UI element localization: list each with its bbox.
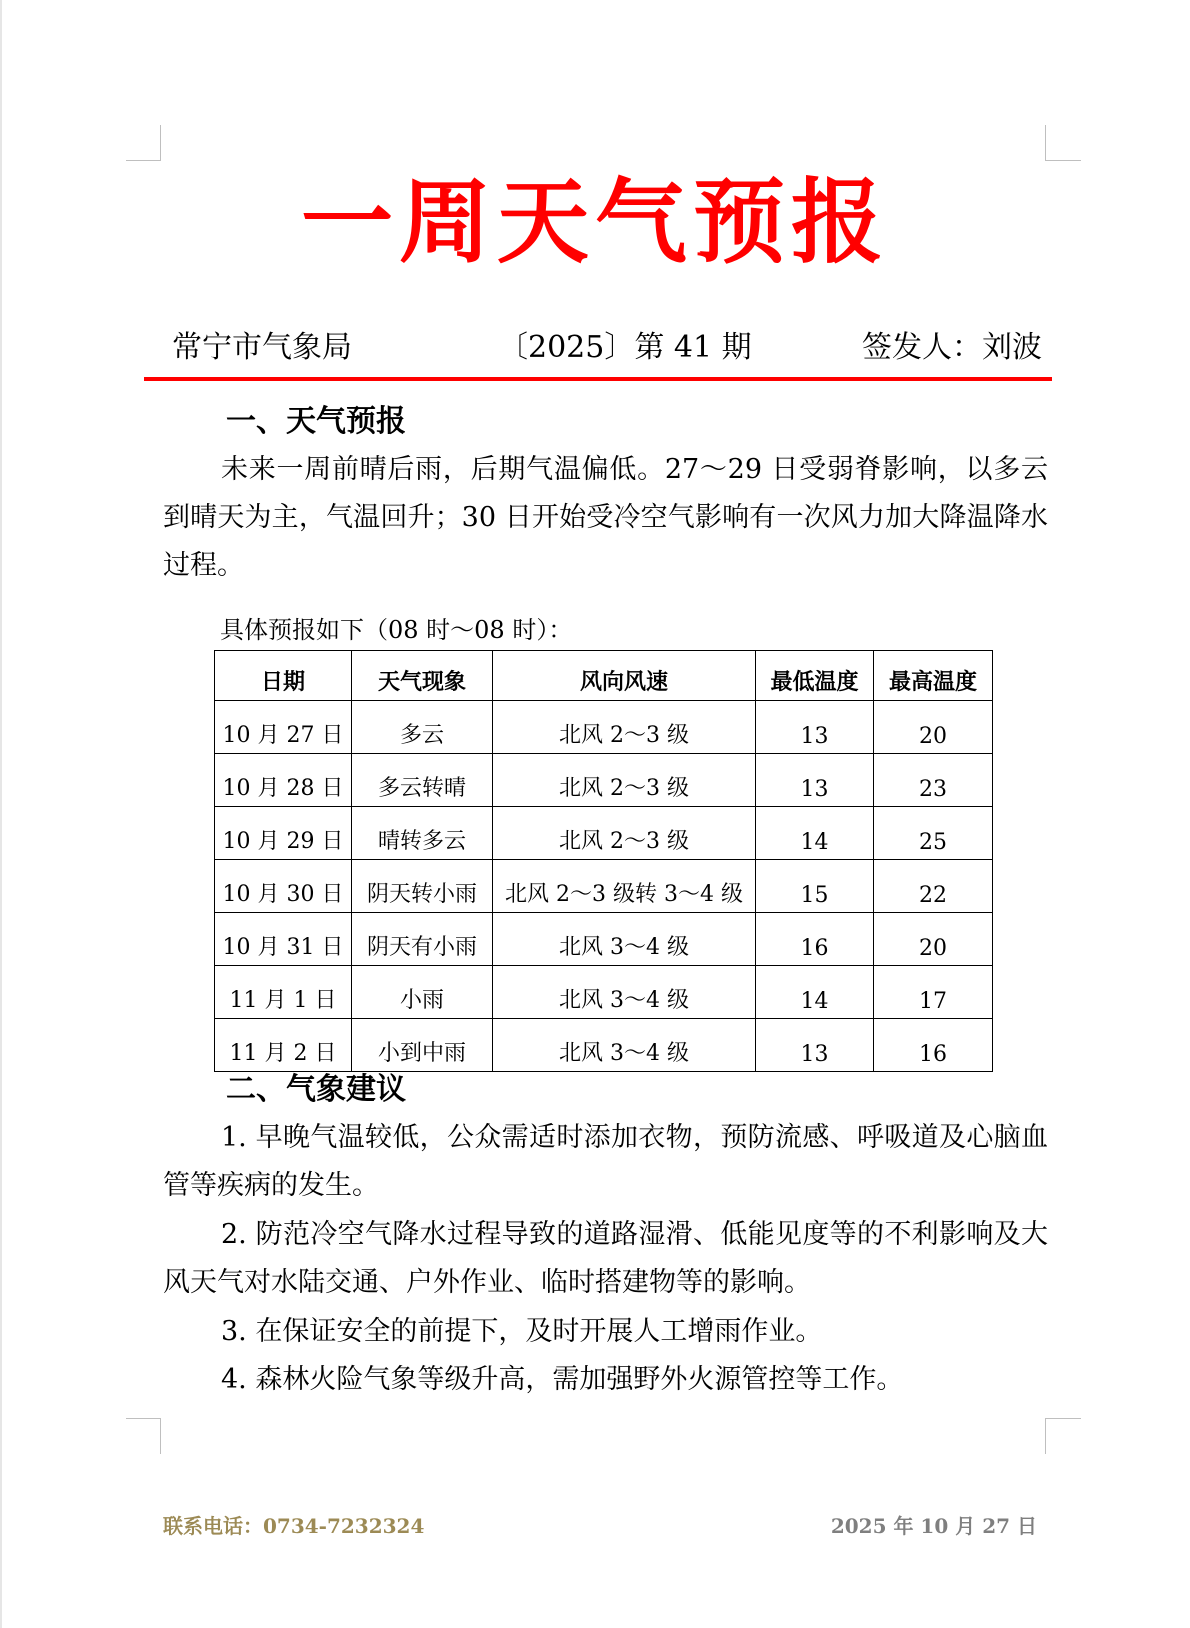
forecast-table <box>214 650 993 1072</box>
table-row <box>215 966 993 1019</box>
section-heading-advice: 二、气象建议 <box>226 1072 406 1107</box>
cell-weather: 多云转晴 <box>352 754 493 807</box>
cell-max-temp: 22 <box>874 860 993 913</box>
table-row <box>215 913 993 966</box>
cell-min-temp: 16 <box>756 913 874 966</box>
cell-max-temp: 23 <box>874 754 993 807</box>
advice-item-4: 4. 森林火险气象等级升高，需加强野外火源管控等工作。 <box>221 1364 904 1395</box>
advice-item-3: 3. 在保证安全的前提下，及时开展人工增雨作业。 <box>221 1316 823 1347</box>
crop-mark-bottom-right <box>1045 1418 1081 1454</box>
cell-weather: 阴天有小雨 <box>352 913 493 966</box>
document-title: 一周天气预报 <box>300 169 889 276</box>
header-wind: 风向风速 <box>493 651 756 701</box>
cell-max-temp: 16 <box>874 1019 993 1072</box>
issue-number: 〔2025〕第 41 期 <box>498 330 752 365</box>
cell-wind: 北风 3～4 级 <box>493 966 756 1019</box>
table-row <box>215 754 993 807</box>
section-heading-forecast: 一、天气预报 <box>226 404 406 439</box>
cell-date: 10 月 31 日 <box>215 913 352 966</box>
crop-mark-top-right <box>1045 125 1081 161</box>
cell-date: 10 月 28 日 <box>215 754 352 807</box>
cell-min-temp: 13 <box>756 754 874 807</box>
cell-min-temp: 13 <box>756 1019 874 1072</box>
cell-date: 10 月 30 日 <box>215 860 352 913</box>
table-row <box>215 860 993 913</box>
cell-wind: 北风 2～3 级转 3～4 级 <box>493 860 756 913</box>
signer: 签发人：刘波 <box>862 330 1042 365</box>
forecast-summary: 未来一周前晴后雨，后期气温偏低。27～29 日受弱脊影响，以多云到晴天为主，气温回升；30 日开始受冷空气影响有一次风力加大降温降水过程。 <box>163 454 1048 581</box>
contact-phone: 联系电话：0734-7232324 <box>163 1514 425 1538</box>
issue-line <box>172 326 1042 370</box>
cell-date: 11 月 1 日 <box>215 966 352 1019</box>
cell-wind: 北风 3～4 级 <box>493 1019 756 1072</box>
cell-min-temp: 14 <box>756 966 874 1019</box>
cell-date: 11 月 2 日 <box>215 1019 352 1072</box>
header-date: 日期 <box>215 651 352 701</box>
header-min-temp: 最低温度 <box>756 651 874 701</box>
cell-date: 10 月 29 日 <box>215 807 352 860</box>
cell-max-temp: 25 <box>874 807 993 860</box>
advice-item-1: 1. 早晚气温较低，公众需适时添加衣物，预防流感、呼吸道及心脑血管等疾病的发生。 <box>163 1122 1048 1201</box>
crop-mark-bottom-left <box>126 1418 161 1454</box>
table-header-row <box>215 651 993 701</box>
cell-min-temp: 13 <box>756 701 874 754</box>
header-max-temp: 最高温度 <box>874 651 993 701</box>
cell-weather: 阴天转小雨 <box>352 860 493 913</box>
cell-min-temp: 14 <box>756 807 874 860</box>
table-row <box>215 1019 993 1072</box>
cell-wind: 北风 2～3 级 <box>493 701 756 754</box>
table-caption: 具体预报如下（08 时～08 时）： <box>220 616 573 644</box>
cell-weather: 小雨 <box>352 966 493 1019</box>
cell-max-temp: 17 <box>874 966 993 1019</box>
cell-weather: 小到中雨 <box>352 1019 493 1072</box>
cell-weather: 晴转多云 <box>352 807 493 860</box>
issue-date: 2025 年 10 月 27 日 <box>830 1514 1037 1538</box>
cell-max-temp: 20 <box>874 701 993 754</box>
table-row <box>215 701 993 754</box>
table-row <box>215 807 993 860</box>
cell-wind: 北风 2～3 级 <box>493 754 756 807</box>
cell-min-temp: 15 <box>756 860 874 913</box>
cell-max-temp: 20 <box>874 913 993 966</box>
crop-mark-top-left <box>126 125 161 161</box>
red-divider <box>144 377 1052 381</box>
cell-wind: 北风 3～4 级 <box>493 913 756 966</box>
advice-item-2: 2. 防范冷空气降水过程导致的道路湿滑、低能见度等的不利影响及大风天气对水陆交通、户外作业、临时搭建物等的影响。 <box>163 1219 1048 1298</box>
cell-date: 10 月 27 日 <box>215 701 352 754</box>
issuing-agency: 常宁市气象局 <box>172 330 352 365</box>
cell-wind: 北风 2～3 级 <box>493 807 756 860</box>
cell-weather: 多云 <box>352 701 493 754</box>
header-weather: 天气现象 <box>352 651 493 701</box>
